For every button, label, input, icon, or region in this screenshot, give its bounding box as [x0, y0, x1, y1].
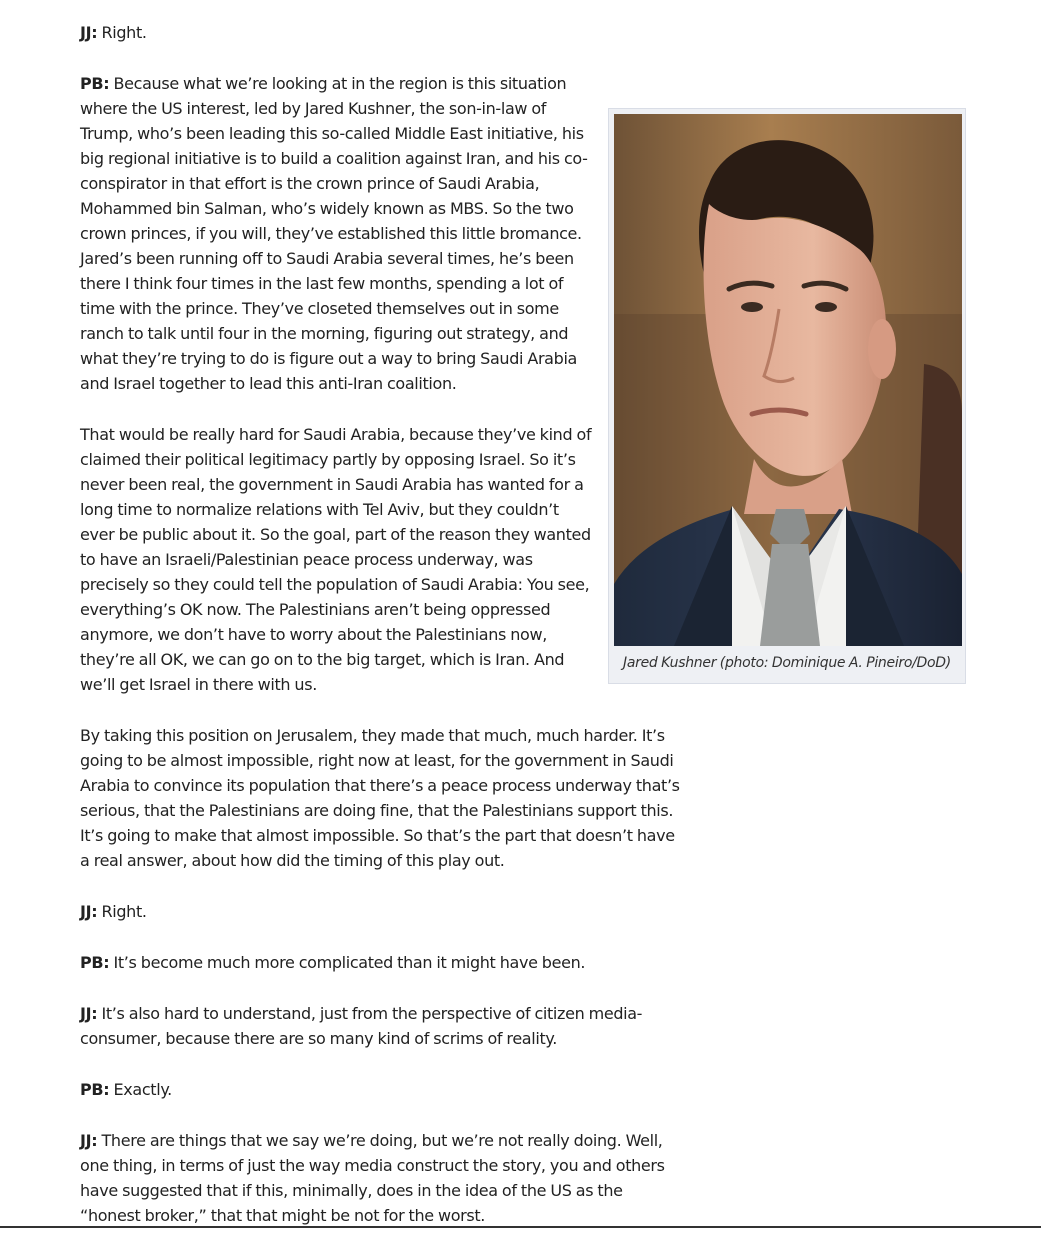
- paragraph-text: It’s become much more complicated than it might have been.: [109, 953, 586, 972]
- article-body: [80, 20, 951, 1254]
- transcript-paragraph: [80, 1077, 680, 1102]
- speaker-label: JJ:: [80, 23, 98, 42]
- speaker-label: JJ:: [80, 902, 98, 921]
- speaker-label: JJ:: [80, 1131, 98, 1150]
- speaker-label: PB:: [80, 953, 110, 972]
- paragraph-text: There are things that we say we’re doing, but we’re not really doing. Well, one thing, in terms of just the way media construct the story, you and others have suggested that if this, minimally, does in the idea of the US as the “honest broker,” that that might be not for the worst.: [80, 1131, 665, 1225]
- transcript-paragraph: [80, 20, 680, 45]
- paragraph-text: That would be really hard for Saudi Arabia, because they’ve kind of claimed their political legitimacy partly by opposing Israel. So it’s never been real, the government in Saudi Arabia has wanted for a long time to normalize relations with Tel Aviv, but they couldn’t ever be public about it. So the goal, part of the reason they wanted to have an Israeli/Palestinian peace process underway, was precisely so they could tell the population of Saudi Arabia: You see, everything’s OK now. The Palestinians aren’t being oppressed anymore, we don’t have to worry about the Palestinians now, they’re all OK, we can go on to the big target, which is Iran. And we’ll get Israel in there with us.: [80, 425, 592, 694]
- transcript-paragraph: [80, 723, 680, 873]
- paragraph-text: Exactly.: [109, 1080, 172, 1099]
- transcript-paragraph: [80, 1001, 680, 1051]
- paragraph-text: Right.: [97, 23, 147, 42]
- portrait-photo: [614, 114, 962, 646]
- transcript-paragraph: [80, 71, 680, 396]
- paragraph-text: It’s also hard to understand, just from the perspective of citizen media-consumer, because there are so many kind of scrims of reality.: [80, 1004, 643, 1048]
- transcript-paragraph: [80, 899, 680, 924]
- paragraph-text: Right.: [97, 902, 147, 921]
- speaker-label: PB:: [80, 1080, 110, 1099]
- photo-caption: Jared Kushner (photo: Dominique A. Pineiro/DoD): [623, 655, 951, 671]
- transcript-paragraph: [80, 950, 680, 975]
- paragraph-text: By taking this position on Jerusalem, they made that much, much harder. It’s going to be almost impossible, right now at least, for the government in Saudi Arabia to convince its population that there’s a peace process underway that’s serious, that the Palestinians are doing fine, that the Palestinians support this. It’s going to make that almost impossible. So that’s the part that doesn’t have a real answer, about how did the timing of this play out.: [80, 726, 680, 870]
- photo-figure: [608, 108, 966, 684]
- paragraph-text: Because what we’re looking at in the region is this situation where the US interest, led by Jared Kushner, the son-in-law of Trump, who’s been leading this so-called Middle East initiative, his big regional initiative is to build a coalition against Iran, and his co-conspirator in that effort is the crown prince of Saudi Arabia, Mohammed bin Salman, who’s widely known as MBS. So the two crown princes, if you will, they’ve established this little bromance. Jared’s been running off to Saudi Arabia several times, he’s been there I think four times in the last few months, spending a lot of time with the prince. They’ve closeted themselves out in some ranch to talk until four in the morning, figuring out strategy, and what they’re trying to do is figure out a way to bring Saudi Arabia and Israel together to lead this anti-Iran coalition.: [80, 74, 588, 393]
- speaker-label: JJ:: [80, 1004, 98, 1023]
- speaker-label: PB:: [80, 74, 110, 93]
- transcript-paragraph: [80, 422, 680, 697]
- transcript-paragraph: [80, 1128, 680, 1228]
